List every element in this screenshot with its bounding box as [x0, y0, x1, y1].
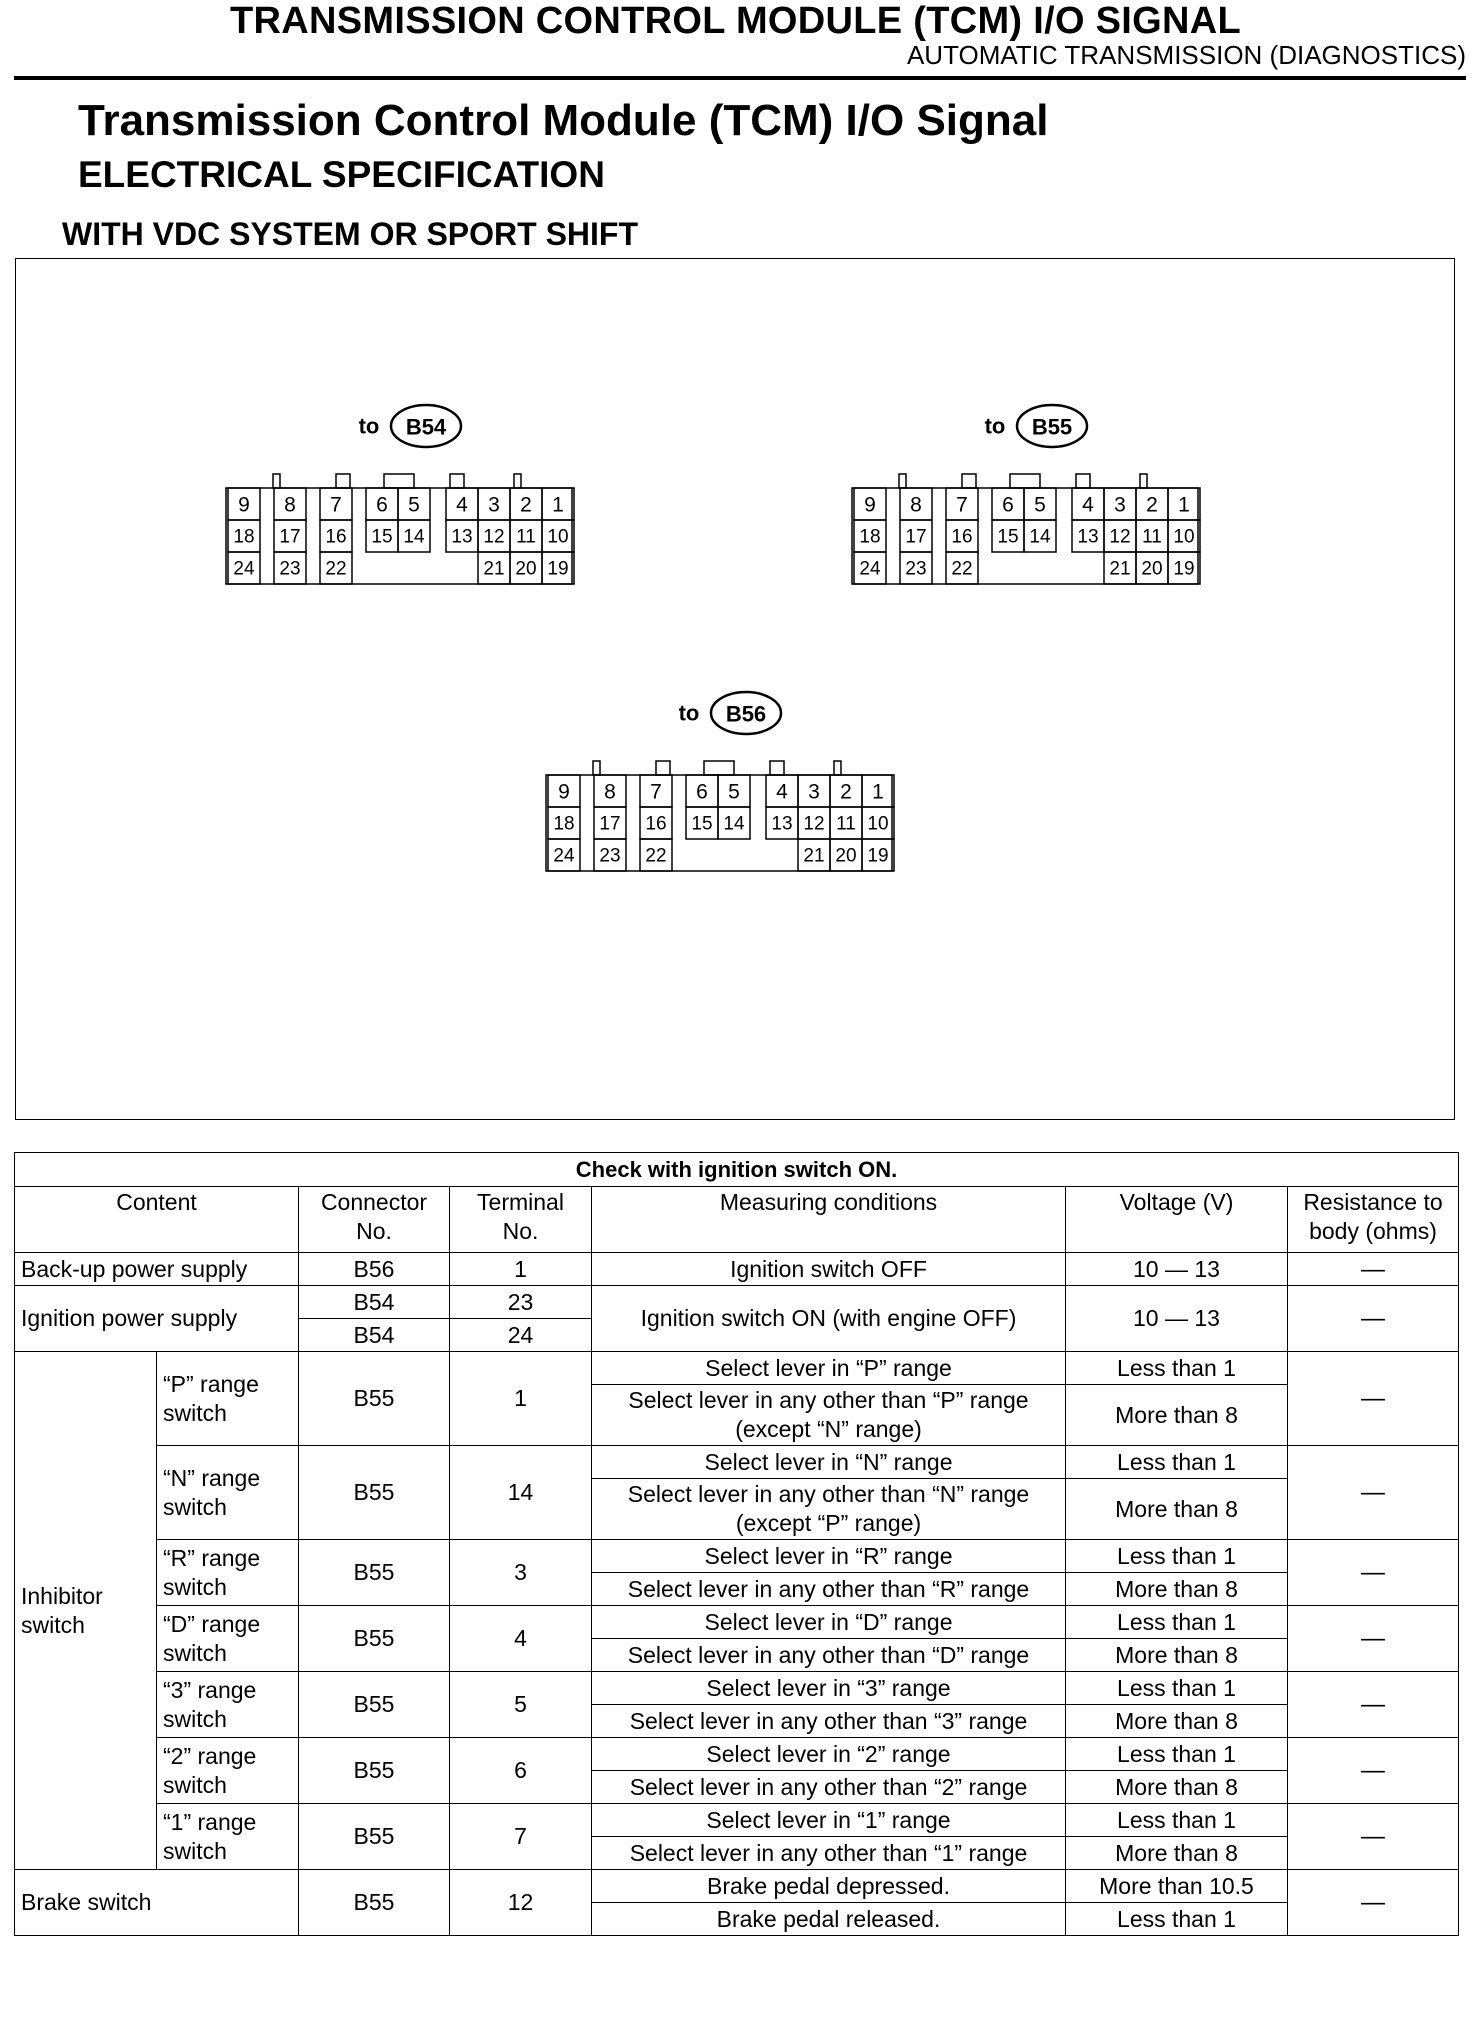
terminal-number: 4	[456, 493, 468, 517]
row-resistance: —	[1288, 1540, 1459, 1606]
terminal-number: 20	[1141, 558, 1163, 580]
table-row	[15, 1446, 1459, 1479]
row-condition: Select lever in “1” range	[592, 1804, 1066, 1837]
row-voltage: More than 8	[1066, 1639, 1288, 1672]
table-row	[15, 1286, 1459, 1319]
row-terminal: 12	[450, 1870, 592, 1936]
row-terminal: 24	[450, 1319, 592, 1352]
row-condition: Select lever in any other than “3” range	[592, 1705, 1066, 1738]
connector-id-label: B55	[1031, 414, 1073, 440]
row-condition: Select lever in any other than “1” range	[592, 1837, 1066, 1870]
row-connector: B55	[299, 1352, 450, 1446]
header-connector-line1: Connector	[320, 1189, 428, 1215]
terminal-number: 8	[910, 493, 922, 517]
terminal-number: 11	[516, 526, 536, 548]
connector-id-label: B54	[405, 414, 447, 440]
terminal-number: 9	[864, 493, 876, 517]
terminal-number: 19	[1173, 558, 1195, 580]
terminal-number: 11	[1142, 526, 1162, 548]
row-voltage: More than 8	[1066, 1771, 1288, 1804]
row-terminal: 14	[450, 1446, 592, 1540]
terminal-number: 19	[547, 558, 569, 580]
terminal-number: 18	[233, 526, 255, 548]
header-rule	[14, 76, 1466, 80]
header-resistance-line1: Resistance to	[1303, 1189, 1443, 1215]
terminal-number: 16	[325, 526, 347, 548]
header-terminal	[450, 1187, 592, 1253]
connector-diagram	[15, 258, 1455, 1120]
terminal-number: 7	[330, 493, 342, 517]
row-resistance: —	[1288, 1606, 1459, 1672]
terminal-number: 16	[645, 813, 667, 835]
range-name-line1: “R” range	[163, 1544, 261, 1571]
table-row	[15, 1253, 1459, 1286]
condition-line2: (except “N” range)	[735, 1416, 922, 1442]
row-condition: Select lever in “P” range	[592, 1352, 1066, 1385]
inhibitor-label-line2: switch	[21, 1611, 85, 1638]
range-switch-name	[157, 1352, 299, 1446]
header-terminal-line1: Terminal	[477, 1189, 564, 1215]
table-caption: Check with ignition switch ON.	[15, 1153, 1459, 1187]
terminal-number: 17	[599, 813, 621, 835]
range-name-line2: switch	[163, 1493, 227, 1520]
table-row	[15, 1870, 1459, 1903]
row-condition: Select lever in “2” range	[592, 1738, 1066, 1771]
connector-latch	[384, 474, 414, 488]
terminal-number: 14	[1029, 526, 1051, 548]
terminal-number: 5	[728, 780, 740, 804]
terminal-number: 17	[905, 526, 927, 548]
terminal-number: 19	[867, 845, 889, 867]
terminal-number: 15	[371, 526, 393, 548]
terminal-number: 11	[836, 813, 856, 835]
row-resistance: —	[1288, 1286, 1459, 1352]
terminal-number: 24	[859, 558, 881, 580]
connector-latch	[656, 761, 670, 775]
terminal-number: 10	[1173, 526, 1195, 548]
header-terminal-line2: No.	[502, 1218, 539, 1244]
terminal-number: 4	[776, 780, 788, 804]
range-name-line2: switch	[163, 1399, 227, 1426]
range-switch-name	[157, 1672, 299, 1738]
connector-latch	[770, 761, 784, 775]
terminal-number: 2	[1146, 493, 1158, 517]
row-connector: B56	[299, 1253, 450, 1286]
row-terminal: 4	[450, 1606, 592, 1672]
row-condition: Brake pedal depressed.	[592, 1870, 1066, 1903]
row-condition: Select lever in any other than “D” range	[592, 1639, 1066, 1672]
row-condition: Ignition switch OFF	[592, 1253, 1066, 1286]
terminal-number: 21	[803, 845, 825, 867]
row-connector: B55	[299, 1446, 450, 1540]
inhibitor-label-line1: Inhibitor	[21, 1582, 103, 1609]
spec-table	[14, 1152, 1459, 1936]
terminal-number: 8	[284, 493, 296, 517]
row-voltage: 10 — 13	[1066, 1253, 1288, 1286]
connector-latch	[1140, 474, 1147, 488]
table-row	[15, 1540, 1459, 1573]
terminal-number: 16	[951, 526, 973, 548]
terminal-number: 2	[520, 493, 532, 517]
range-name-line1: “D” range	[163, 1610, 261, 1637]
terminal-number: 1	[872, 780, 884, 804]
connector-latch	[593, 761, 600, 775]
row-resistance: —	[1288, 1446, 1459, 1540]
terminal-number: 14	[403, 526, 425, 548]
terminal-number: 3	[808, 780, 820, 804]
row-voltage: More than 8	[1066, 1573, 1288, 1606]
row-terminal: 3	[450, 1540, 592, 1606]
row-terminal: 1	[450, 1352, 592, 1446]
table-header-row	[15, 1187, 1459, 1253]
header-measuring	[592, 1187, 1066, 1253]
range-name-line1: “2” range	[163, 1742, 257, 1769]
terminal-number: 1	[552, 493, 564, 517]
row-condition: Select lever in any other than “R” range	[592, 1573, 1066, 1606]
page-title: Transmission Control Module (TCM) I/O Signal	[78, 96, 1049, 145]
header-title: TRANSMISSION CONTROL MODULE (TCM) I/O SIGNAL	[230, 0, 1242, 42]
connector-latch	[1076, 474, 1090, 488]
row-connector: B55	[299, 1672, 450, 1738]
connector-latch	[834, 761, 841, 775]
row-content: Brake switch	[15, 1870, 299, 1936]
row-condition: Select lever in “3” range	[592, 1672, 1066, 1705]
inhibitor-label	[15, 1352, 157, 1870]
connector-latch	[899, 474, 906, 488]
terminal-number: 3	[1114, 493, 1126, 517]
connector-latch	[1010, 474, 1040, 488]
connector-to-label: to	[678, 700, 700, 726]
range-name-line2: switch	[163, 1573, 227, 1600]
terminal-number: 9	[238, 493, 250, 517]
connector-diagram-svg	[16, 259, 1453, 1118]
range-name-line1: “1” range	[163, 1808, 257, 1835]
row-resistance: —	[1288, 1352, 1459, 1446]
range-name-line2: switch	[163, 1639, 227, 1666]
terminal-number: 24	[553, 845, 575, 867]
row-voltage: More than 8	[1066, 1837, 1288, 1870]
terminal-number: 18	[859, 526, 881, 548]
section-title: ELECTRICAL SPECIFICATION	[78, 154, 605, 195]
terminal-number: 10	[547, 526, 569, 548]
range-name-line1: “3” range	[163, 1676, 257, 1703]
row-condition: Ignition switch ON (with engine OFF)	[592, 1286, 1066, 1352]
row-voltage: Less than 1	[1066, 1804, 1288, 1837]
condition-line1: Select lever in any other than “N” range	[627, 1481, 1030, 1507]
header-content	[15, 1187, 299, 1253]
range-name-line2: switch	[163, 1705, 227, 1732]
terminal-number: 1	[1178, 493, 1190, 517]
row-connector: B55	[299, 1540, 450, 1606]
row-voltage: Less than 1	[1066, 1606, 1288, 1639]
range-switch-name	[157, 1540, 299, 1606]
terminal-number: 12	[1109, 526, 1131, 548]
terminal-number: 6	[1002, 493, 1014, 517]
terminal-number: 15	[997, 526, 1019, 548]
row-condition: Select lever in “R” range	[592, 1540, 1066, 1573]
terminal-number: 23	[599, 845, 621, 867]
row-condition: Brake pedal released.	[592, 1903, 1066, 1936]
row-voltage: Less than 1	[1066, 1352, 1288, 1385]
row-terminal: 7	[450, 1804, 592, 1870]
row-connector: B54	[299, 1319, 450, 1352]
range-name-line2: switch	[163, 1837, 227, 1864]
table-row	[15, 1804, 1459, 1837]
row-content: Ignition power supply	[15, 1286, 299, 1352]
row-condition	[592, 1385, 1066, 1446]
row-condition: Select lever in “D” range	[592, 1606, 1066, 1639]
terminal-number: 13	[771, 813, 793, 835]
terminal-number: 21	[483, 558, 505, 580]
header-resistance-line2: body (ohms)	[1309, 1218, 1437, 1244]
header-subtitle: AUTOMATIC TRANSMISSION (DIAGNOSTICS)	[906, 40, 1466, 70]
row-voltage: Less than 1	[1066, 1540, 1288, 1573]
range-switch-name	[157, 1446, 299, 1540]
row-resistance: —	[1288, 1804, 1459, 1870]
row-voltage: More than 8	[1066, 1479, 1288, 1540]
row-content: Back-up power supply	[15, 1253, 299, 1286]
row-condition: Select lever in “N” range	[592, 1446, 1066, 1479]
row-connector: B55	[299, 1738, 450, 1804]
table-row	[15, 1672, 1459, 1705]
range-switch-name	[157, 1804, 299, 1870]
terminal-number: 20	[515, 558, 537, 580]
connector-latch	[273, 474, 280, 488]
row-voltage: 10 — 13	[1066, 1286, 1288, 1352]
terminal-number: 22	[951, 558, 973, 580]
row-connector: B55	[299, 1804, 450, 1870]
range-switch-name	[157, 1738, 299, 1804]
terminal-number: 12	[483, 526, 505, 548]
terminal-number: 13	[451, 526, 473, 548]
row-resistance: —	[1288, 1738, 1459, 1804]
row-resistance: —	[1288, 1253, 1459, 1286]
row-voltage: Less than 1	[1066, 1738, 1288, 1771]
condition-line2: (except “P” range)	[735, 1510, 922, 1536]
row-terminal: 23	[450, 1286, 592, 1319]
terminal-number: 5	[408, 493, 420, 517]
header-connector-line2: No.	[356, 1218, 392, 1244]
connector-id-label: B56	[725, 701, 767, 727]
terminal-number: 21	[1109, 558, 1131, 580]
row-terminal: 5	[450, 1672, 592, 1738]
header-measuring-text: Measuring conditions	[719, 1189, 938, 1215]
terminal-number: 22	[645, 845, 667, 867]
terminal-number: 17	[279, 526, 301, 548]
connector-latch	[704, 761, 734, 775]
header-connector	[299, 1187, 450, 1253]
connector-latch	[336, 474, 350, 488]
row-voltage: More than 8	[1066, 1705, 1288, 1738]
table-row	[15, 1738, 1459, 1771]
connector-latch	[514, 474, 521, 488]
row-connector: B55	[299, 1870, 450, 1936]
terminal-number: 10	[867, 813, 889, 835]
terminal-number: 9	[558, 780, 570, 804]
row-voltage: Less than 1	[1066, 1672, 1288, 1705]
terminal-number: 6	[696, 780, 708, 804]
condition-line1: Select lever in any other than “P” range	[628, 1387, 1029, 1413]
header-resistance	[1288, 1187, 1459, 1253]
range-name-line2: switch	[163, 1771, 227, 1798]
header-voltage-text: Voltage (V)	[1119, 1189, 1234, 1215]
terminal-number: 18	[553, 813, 575, 835]
table-row	[15, 1606, 1459, 1639]
range-name-line1: “P” range	[163, 1370, 259, 1397]
terminal-number: 24	[233, 558, 255, 580]
terminal-number: 15	[691, 813, 713, 835]
connector-to-label: to	[358, 413, 380, 439]
terminal-number: 6	[376, 493, 388, 517]
range-name-line1: “N” range	[163, 1464, 261, 1491]
table-row	[15, 1352, 1459, 1385]
connector-latch	[962, 474, 976, 488]
table-caption-row	[15, 1153, 1459, 1187]
row-terminal: 1	[450, 1253, 592, 1286]
row-voltage: More than 8	[1066, 1385, 1288, 1446]
terminal-number: 7	[650, 780, 662, 804]
row-connector: B55	[299, 1606, 450, 1672]
terminal-number: 7	[956, 493, 968, 517]
terminal-number: 23	[279, 558, 301, 580]
row-voltage: Less than 1	[1066, 1446, 1288, 1479]
row-condition: Select lever in any other than “2” range	[592, 1771, 1066, 1804]
terminal-number: 12	[803, 813, 825, 835]
row-connector: B54	[299, 1286, 450, 1319]
row-resistance: —	[1288, 1672, 1459, 1738]
terminal-number: 20	[835, 845, 857, 867]
header-content-text: Content	[116, 1189, 197, 1215]
terminal-number: 2	[840, 780, 852, 804]
connector-latch	[450, 474, 464, 488]
range-switch-name	[157, 1606, 299, 1672]
header-voltage	[1066, 1187, 1288, 1253]
row-resistance: —	[1288, 1870, 1459, 1936]
terminal-number: 4	[1082, 493, 1094, 517]
terminal-number: 8	[604, 780, 616, 804]
terminal-number: 3	[488, 493, 500, 517]
connector-to-label: to	[984, 413, 1006, 439]
terminal-number: 5	[1034, 493, 1046, 517]
terminal-number: 13	[1077, 526, 1099, 548]
terminal-number: 22	[325, 558, 347, 580]
row-condition	[592, 1479, 1066, 1540]
row-voltage: More than 10.5	[1066, 1870, 1288, 1903]
row-terminal: 6	[450, 1738, 592, 1804]
sub-title: WITH VDC SYSTEM OR SPORT SHIFT	[62, 216, 639, 252]
terminal-number: 23	[905, 558, 927, 580]
terminal-number: 14	[723, 813, 745, 835]
row-voltage: Less than 1	[1066, 1903, 1288, 1936]
